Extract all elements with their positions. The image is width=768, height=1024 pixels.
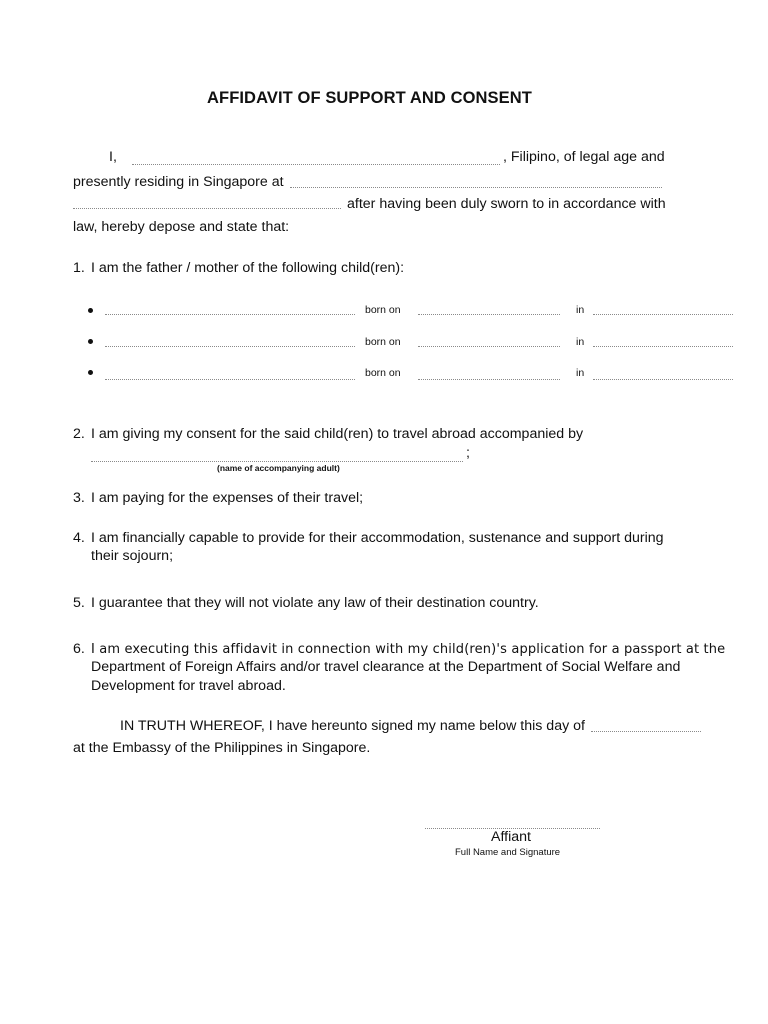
in-label: in bbox=[576, 304, 585, 316]
item-4-line-2: their sojourn; bbox=[91, 548, 174, 564]
child-name-blank[interactable] bbox=[105, 346, 355, 347]
item-6-line-3: Development for travel abroad. bbox=[91, 678, 286, 694]
bullet-icon bbox=[88, 308, 93, 313]
document-title: AFFIDAVIT OF SUPPORT AND CONSENT bbox=[207, 89, 532, 107]
item-2-number: 2. bbox=[73, 426, 85, 442]
date-blank[interactable] bbox=[591, 731, 701, 732]
item-3-number: 3. bbox=[73, 490, 85, 506]
name-blank[interactable] bbox=[132, 164, 500, 165]
item-4-line-1: I am financially capable to provide for their accommodation, sustenance and support during bbox=[91, 530, 664, 546]
intro-after: after having been duly sworn to in accordance with bbox=[347, 196, 666, 212]
address-blank-2[interactable] bbox=[73, 208, 341, 209]
intro-filipino: , Filipino, of legal age and bbox=[503, 149, 665, 165]
in-label: in bbox=[576, 336, 585, 348]
item-6-number: 6. bbox=[73, 641, 85, 657]
birth-place-blank[interactable] bbox=[593, 346, 733, 347]
item-6-line-1: I am executing this affidavit in connection with my child(ren)'s application for a passport at the bbox=[91, 642, 726, 657]
birth-date-blank[interactable] bbox=[418, 314, 560, 315]
item-2-text: I am giving my consent for the said child(ren) to travel abroad accompanied by bbox=[91, 426, 584, 442]
signature-caption: Full Name and Signature bbox=[455, 847, 561, 858]
intro-law: law, hereby depose and state that: bbox=[73, 219, 290, 235]
child-name-blank[interactable] bbox=[105, 314, 355, 315]
in-label: in bbox=[576, 367, 585, 379]
intro-i: I, bbox=[109, 149, 117, 165]
item-2-semicolon: ; bbox=[466, 445, 470, 461]
item-5-text: I guarantee that they will not violate any law of their destination country. bbox=[91, 595, 539, 611]
born-on-label: born on bbox=[365, 336, 401, 348]
truth-whereof-line-1: IN TRUTH WHEREOF, I have hereunto signed my name below this day of bbox=[120, 718, 585, 734]
item-5-number: 5. bbox=[73, 595, 85, 611]
born-on-label: born on bbox=[365, 367, 401, 379]
item-3-text: I am paying for the expenses of their travel; bbox=[91, 490, 364, 506]
address-blank-1[interactable] bbox=[290, 187, 662, 188]
child-name-blank[interactable] bbox=[105, 379, 355, 380]
truth-whereof-line-2: at the Embassy of the Philippines in Singapore. bbox=[73, 740, 371, 756]
born-on-label: born on bbox=[365, 304, 401, 316]
bullet-icon bbox=[88, 370, 93, 375]
accompanying-adult-blank[interactable] bbox=[91, 461, 463, 462]
birth-place-blank[interactable] bbox=[593, 314, 733, 315]
item-6-line-2: Department of Foreign Affairs and/or travel clearance at the Department of Social Welfare and bbox=[91, 659, 681, 675]
birth-date-blank[interactable] bbox=[418, 379, 560, 380]
birth-date-blank[interactable] bbox=[418, 346, 560, 347]
affiant-label: Affiant bbox=[491, 829, 531, 845]
item-1-text: I am the father / mother of the following child(ren): bbox=[91, 260, 405, 276]
item-4-number: 4. bbox=[73, 530, 85, 546]
item-1-number: 1. bbox=[73, 260, 85, 276]
accompanying-adult-caption: (name of accompanying adult) bbox=[217, 463, 340, 473]
birth-place-blank[interactable] bbox=[593, 379, 733, 380]
intro-residing: presently residing in Singapore at bbox=[73, 174, 284, 190]
bullet-icon bbox=[88, 339, 93, 344]
